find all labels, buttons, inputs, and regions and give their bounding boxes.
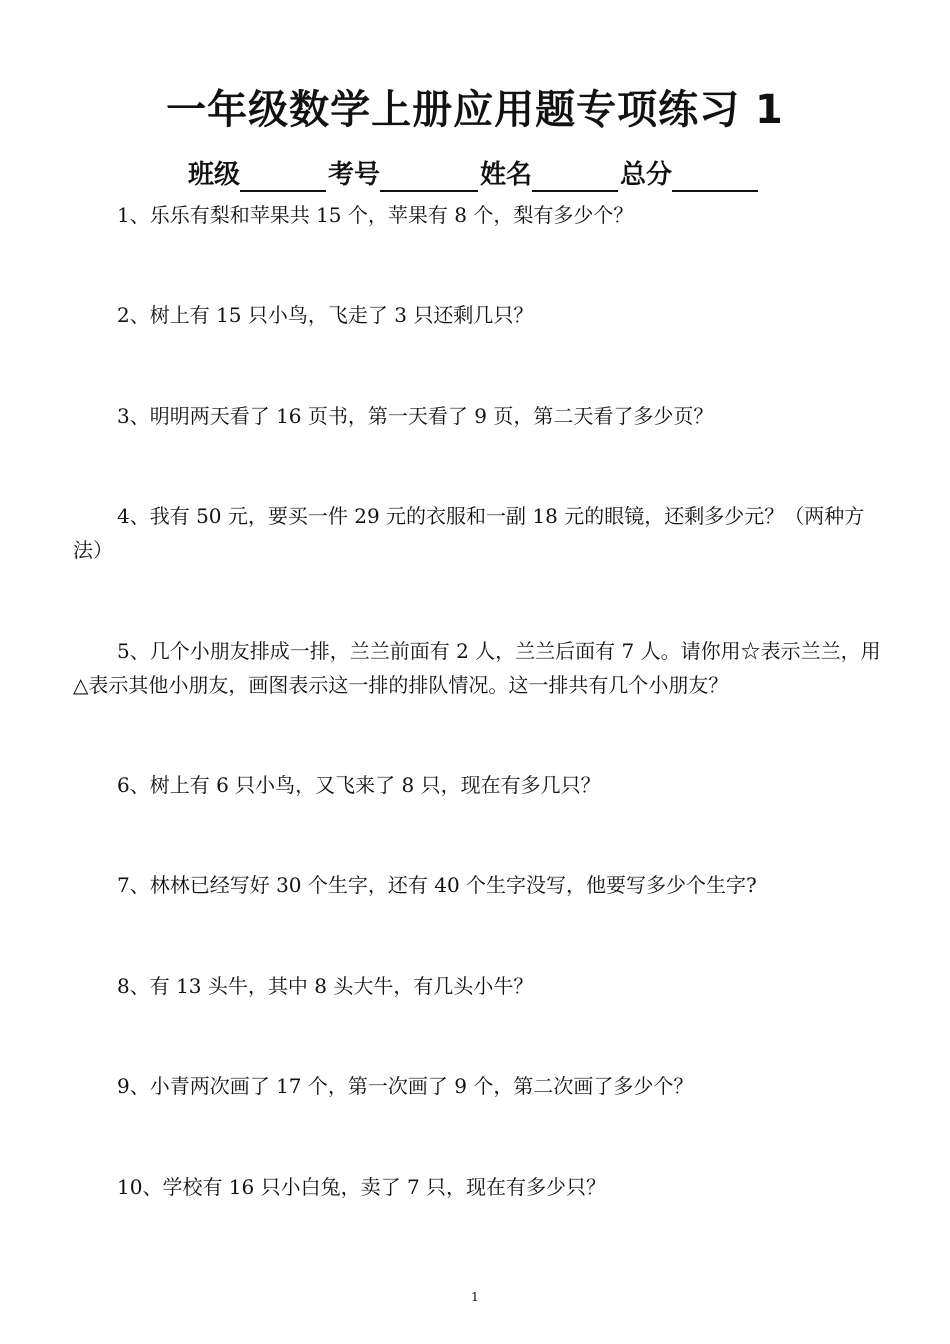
class-label: 班级 (188, 160, 241, 190)
question-4: 4、我有 50 元，要买一件 29 元的衣服和一副 18 元的眼镜，还剩多少元？（两种方法） (73, 504, 865, 562)
worksheet-title: 一年级数学上册应用题专项练习 1 (166, 87, 784, 133)
name-blank (532, 160, 618, 192)
page-number: 1 (471, 1290, 479, 1304)
total-score-label: 总分 (620, 160, 673, 190)
student-info-row (188, 152, 760, 192)
question-6: 6、树上有 6 只小鸟，又飞来了 8 只，现在有多几只？ (117, 773, 601, 797)
question-10: 10、学校有 16 只小白兔，卖了 7 只，现在有多少只？ (117, 1175, 607, 1199)
class-field (188, 158, 328, 192)
name-label: 姓名 (480, 160, 533, 190)
exam-number-label: 考号 (328, 160, 381, 190)
exam-number-blank (380, 160, 478, 192)
question-7: 7、林林已经写好 30 个生字，还有 40 个生字没写，他要写多少个生字? (117, 873, 757, 897)
question-1: 1、乐乐有梨和苹果共 15 个，苹果有 8 个，梨有多少个？ (117, 203, 634, 227)
class-blank (240, 160, 326, 192)
total-score-blank (672, 160, 758, 192)
total-score-field (620, 158, 760, 192)
question-3: 3、明明两天看了 16 页书，第一天看了 9 页，第二天看了多少页？ (117, 404, 714, 428)
question-5: 5、几个小朋友排成一排，兰兰前面有 2 人，兰兰后面有 7 人。请你用☆表示兰兰，用△表示其他小朋友，画图表示这一排的排队情况。这一排共有几个小朋友？ (73, 639, 881, 697)
question-2: 2、树上有 15 只小鸟，飞走了 3 只还剩几只？ (117, 303, 534, 327)
exam-number-field (328, 158, 480, 192)
question-9: 9、小青两次画了 17 个，第一次画了 9 个，第二次画了多少个？ (117, 1074, 694, 1098)
question-8: 8、有 13 头牛，其中 8 头大牛，有几头小牛？ (117, 974, 534, 998)
name-field (480, 158, 620, 192)
